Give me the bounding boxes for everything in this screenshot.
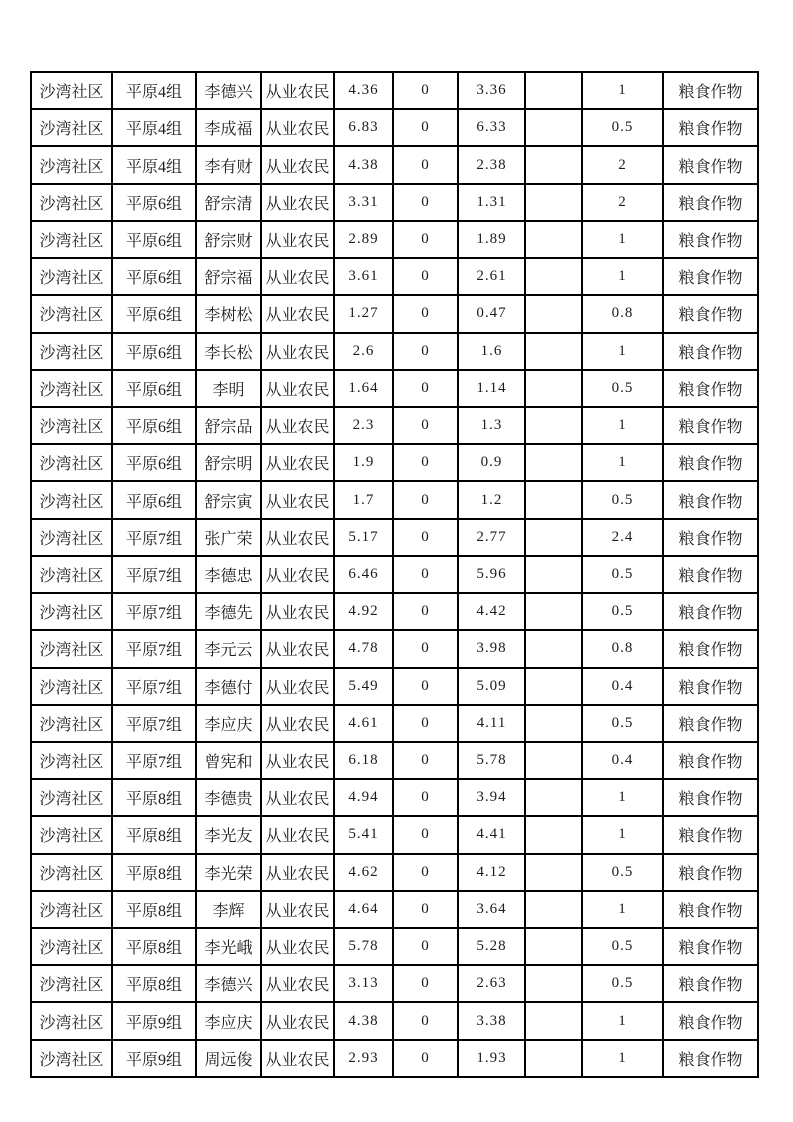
cell-crop-type: 粮食作物 [663, 407, 758, 444]
cell-community: 沙湾社区 [31, 1002, 112, 1039]
cell-value-1: 4.78 [334, 630, 393, 667]
cell-crop-type: 粮食作物 [663, 333, 758, 370]
cell-name: 李辉 [196, 891, 261, 928]
cell-value-1: 5.49 [334, 668, 393, 705]
cell-community: 沙湾社区 [31, 444, 112, 481]
table-row [31, 742, 758, 779]
cell-crop-type: 粮食作物 [663, 481, 758, 518]
cell-value-4: 0.5 [582, 854, 663, 891]
cell-value-3: 3.98 [458, 630, 525, 667]
cell-crop-type: 粮食作物 [663, 72, 758, 109]
cell-value-1: 3.13 [334, 965, 393, 1002]
cell-value-2: 0 [393, 519, 458, 556]
cell-community: 沙湾社区 [31, 1040, 112, 1077]
table-row [31, 1040, 758, 1077]
cell-value-2: 0 [393, 258, 458, 295]
cell-name: 李有财 [196, 146, 261, 183]
cell-value-1: 2.3 [334, 407, 393, 444]
cell-value-1: 1.9 [334, 444, 393, 481]
cell-value-4: 0.5 [582, 481, 663, 518]
cell-value-3: 4.12 [458, 854, 525, 891]
cell-value-1: 2.6 [334, 333, 393, 370]
cell-occupation: 从业农民 [261, 221, 334, 258]
cell-group: 平原7组 [112, 705, 196, 742]
cell-value-1: 5.41 [334, 816, 393, 853]
cell-value-1: 6.83 [334, 109, 393, 146]
table-row [31, 72, 758, 109]
cell-occupation: 从业农民 [261, 258, 334, 295]
cell-empty [525, 519, 582, 556]
cell-value-4: 0.5 [582, 556, 663, 593]
table-row [31, 593, 758, 630]
cell-community: 沙湾社区 [31, 891, 112, 928]
cell-value-3: 2.63 [458, 965, 525, 1002]
cell-value-1: 4.61 [334, 705, 393, 742]
cell-group: 平原8组 [112, 965, 196, 1002]
cell-name: 李德兴 [196, 72, 261, 109]
cell-value-1: 4.94 [334, 779, 393, 816]
cell-crop-type: 粮食作物 [663, 854, 758, 891]
data-table [30, 71, 759, 1078]
cell-occupation: 从业农民 [261, 705, 334, 742]
cell-group: 平原6组 [112, 370, 196, 407]
cell-community: 沙湾社区 [31, 519, 112, 556]
cell-crop-type: 粮食作物 [663, 928, 758, 965]
cell-value-4: 1 [582, 779, 663, 816]
cell-value-3: 2.38 [458, 146, 525, 183]
cell-value-2: 0 [393, 965, 458, 1002]
cell-name: 李德付 [196, 668, 261, 705]
cell-value-1: 1.64 [334, 370, 393, 407]
cell-value-4: 1 [582, 258, 663, 295]
cell-value-2: 0 [393, 72, 458, 109]
cell-name: 李德兴 [196, 965, 261, 1002]
cell-value-3: 4.42 [458, 593, 525, 630]
cell-crop-type: 粮食作物 [663, 742, 758, 779]
cell-occupation: 从业农民 [261, 481, 334, 518]
cell-community: 沙湾社区 [31, 72, 112, 109]
cell-value-3: 3.36 [458, 72, 525, 109]
cell-empty [525, 72, 582, 109]
cell-crop-type: 粮食作物 [663, 891, 758, 928]
cell-occupation: 从业农民 [261, 146, 334, 183]
cell-value-3: 5.28 [458, 928, 525, 965]
cell-occupation: 从业农民 [261, 891, 334, 928]
cell-name: 李光峨 [196, 928, 261, 965]
cell-value-4: 0.5 [582, 593, 663, 630]
cell-value-2: 0 [393, 705, 458, 742]
cell-group: 平原4组 [112, 72, 196, 109]
cell-empty [525, 965, 582, 1002]
cell-empty [525, 854, 582, 891]
cell-crop-type: 粮食作物 [663, 779, 758, 816]
cell-community: 沙湾社区 [31, 295, 112, 332]
cell-crop-type: 粮食作物 [663, 965, 758, 1002]
cell-value-1: 4.38 [334, 146, 393, 183]
cell-group: 平原8组 [112, 779, 196, 816]
cell-empty [525, 184, 582, 221]
cell-crop-type: 粮食作物 [663, 1040, 758, 1077]
cell-name: 李应庆 [196, 705, 261, 742]
table-row [31, 705, 758, 742]
cell-empty [525, 891, 582, 928]
cell-name: 李长松 [196, 333, 261, 370]
cell-name: 舒宗福 [196, 258, 261, 295]
cell-empty [525, 705, 582, 742]
cell-group: 平原9组 [112, 1002, 196, 1039]
cell-value-4: 2 [582, 146, 663, 183]
cell-group: 平原4组 [112, 146, 196, 183]
cell-crop-type: 粮食作物 [663, 295, 758, 332]
cell-value-3: 4.41 [458, 816, 525, 853]
table-row [31, 519, 758, 556]
cell-community: 沙湾社区 [31, 593, 112, 630]
cell-name: 舒宗清 [196, 184, 261, 221]
cell-empty [525, 221, 582, 258]
cell-name: 李德先 [196, 593, 261, 630]
table-row [31, 779, 758, 816]
cell-value-2: 0 [393, 333, 458, 370]
cell-value-3: 0.47 [458, 295, 525, 332]
cell-value-4: 0.8 [582, 630, 663, 667]
cell-name: 舒宗品 [196, 407, 261, 444]
cell-value-2: 0 [393, 928, 458, 965]
cell-value-2: 0 [393, 295, 458, 332]
cell-crop-type: 粮食作物 [663, 444, 758, 481]
cell-value-4: 1 [582, 816, 663, 853]
table-row [31, 370, 758, 407]
cell-group: 平原8组 [112, 816, 196, 853]
cell-value-4: 1 [582, 407, 663, 444]
cell-value-4: 0.5 [582, 928, 663, 965]
cell-crop-type: 粮食作物 [663, 184, 758, 221]
cell-value-2: 0 [393, 109, 458, 146]
table-row [31, 295, 758, 332]
cell-community: 沙湾社区 [31, 370, 112, 407]
cell-value-1: 2.89 [334, 221, 393, 258]
cell-occupation: 从业农民 [261, 854, 334, 891]
cell-name: 李应庆 [196, 1002, 261, 1039]
cell-crop-type: 粮食作物 [663, 146, 758, 183]
table-row [31, 221, 758, 258]
cell-name: 李德忠 [196, 556, 261, 593]
table-row [31, 965, 758, 1002]
cell-value-2: 0 [393, 630, 458, 667]
cell-group: 平原8组 [112, 928, 196, 965]
cell-empty [525, 816, 582, 853]
cell-value-1: 6.18 [334, 742, 393, 779]
cell-crop-type: 粮食作物 [663, 593, 758, 630]
table-row [31, 854, 758, 891]
cell-empty [525, 481, 582, 518]
cell-occupation: 从业农民 [261, 295, 334, 332]
cell-group: 平原7组 [112, 630, 196, 667]
cell-occupation: 从业农民 [261, 444, 334, 481]
cell-crop-type: 粮食作物 [663, 668, 758, 705]
table-row [31, 333, 758, 370]
cell-group: 平原6组 [112, 481, 196, 518]
table-row [31, 1002, 758, 1039]
table-row [31, 816, 758, 853]
cell-occupation: 从业农民 [261, 668, 334, 705]
cell-community: 沙湾社区 [31, 333, 112, 370]
cell-occupation: 从业农民 [261, 407, 334, 444]
cell-value-2: 0 [393, 779, 458, 816]
cell-value-1: 6.46 [334, 556, 393, 593]
cell-community: 沙湾社区 [31, 965, 112, 1002]
cell-crop-type: 粮食作物 [663, 816, 758, 853]
cell-value-4: 1 [582, 444, 663, 481]
cell-value-2: 0 [393, 184, 458, 221]
cell-empty [525, 779, 582, 816]
cell-value-4: 1 [582, 1040, 663, 1077]
cell-value-2: 0 [393, 668, 458, 705]
cell-group: 平原8组 [112, 891, 196, 928]
cell-occupation: 从业农民 [261, 630, 334, 667]
cell-community: 沙湾社区 [31, 221, 112, 258]
cell-community: 沙湾社区 [31, 705, 112, 742]
table-row [31, 891, 758, 928]
cell-empty [525, 407, 582, 444]
cell-occupation: 从业农民 [261, 593, 334, 630]
cell-value-1: 1.7 [334, 481, 393, 518]
cell-value-4: 0.5 [582, 965, 663, 1002]
cell-value-3: 1.14 [458, 370, 525, 407]
cell-value-4: 1 [582, 1002, 663, 1039]
cell-value-4: 1 [582, 891, 663, 928]
cell-value-4: 0.5 [582, 109, 663, 146]
cell-value-4: 1 [582, 221, 663, 258]
cell-occupation: 从业农民 [261, 109, 334, 146]
cell-occupation: 从业农民 [261, 556, 334, 593]
cell-name: 李光荣 [196, 854, 261, 891]
cell-community: 沙湾社区 [31, 854, 112, 891]
table-row [31, 184, 758, 221]
cell-occupation: 从业农民 [261, 1002, 334, 1039]
cell-value-2: 0 [393, 742, 458, 779]
cell-empty [525, 295, 582, 332]
cell-name: 舒宗明 [196, 444, 261, 481]
cell-empty [525, 333, 582, 370]
cell-value-2: 0 [393, 221, 458, 258]
cell-group: 平原9组 [112, 1040, 196, 1077]
cell-value-4: 0.4 [582, 668, 663, 705]
cell-name: 周远俊 [196, 1040, 261, 1077]
cell-value-1: 5.78 [334, 928, 393, 965]
cell-name: 李明 [196, 370, 261, 407]
cell-value-3: 5.96 [458, 556, 525, 593]
cell-value-3: 5.09 [458, 668, 525, 705]
table-row [31, 630, 758, 667]
cell-community: 沙湾社区 [31, 258, 112, 295]
cell-crop-type: 粮食作物 [663, 221, 758, 258]
cell-value-1: 3.61 [334, 258, 393, 295]
cell-name: 曾宪和 [196, 742, 261, 779]
cell-name: 舒宗寅 [196, 481, 261, 518]
cell-value-1: 4.64 [334, 891, 393, 928]
cell-value-1: 4.38 [334, 1002, 393, 1039]
cell-value-3: 6.33 [458, 109, 525, 146]
cell-occupation: 从业农民 [261, 370, 334, 407]
cell-community: 沙湾社区 [31, 556, 112, 593]
cell-value-3: 1.89 [458, 221, 525, 258]
cell-value-3: 1.93 [458, 1040, 525, 1077]
cell-value-3: 2.61 [458, 258, 525, 295]
cell-community: 沙湾社区 [31, 184, 112, 221]
cell-occupation: 从业农民 [261, 1040, 334, 1077]
cell-value-3: 4.11 [458, 705, 525, 742]
cell-value-2: 0 [393, 370, 458, 407]
cell-occupation: 从业农民 [261, 965, 334, 1002]
cell-empty [525, 668, 582, 705]
table-row [31, 444, 758, 481]
cell-value-2: 0 [393, 556, 458, 593]
cell-occupation: 从业农民 [261, 779, 334, 816]
cell-value-4: 0.4 [582, 742, 663, 779]
cell-name: 李成福 [196, 109, 261, 146]
cell-value-3: 3.64 [458, 891, 525, 928]
cell-occupation: 从业农民 [261, 72, 334, 109]
cell-value-2: 0 [393, 481, 458, 518]
cell-community: 沙湾社区 [31, 407, 112, 444]
cell-community: 沙湾社区 [31, 668, 112, 705]
cell-community: 沙湾社区 [31, 742, 112, 779]
cell-occupation: 从业农民 [261, 184, 334, 221]
cell-name: 李元云 [196, 630, 261, 667]
cell-occupation: 从业农民 [261, 519, 334, 556]
cell-empty [525, 109, 582, 146]
cell-crop-type: 粮食作物 [663, 556, 758, 593]
cell-value-2: 0 [393, 593, 458, 630]
cell-group: 平原7组 [112, 668, 196, 705]
cell-value-2: 0 [393, 407, 458, 444]
cell-empty [525, 1040, 582, 1077]
cell-value-1: 3.31 [334, 184, 393, 221]
cell-group: 平原6组 [112, 295, 196, 332]
cell-value-2: 0 [393, 1040, 458, 1077]
cell-occupation: 从业农民 [261, 816, 334, 853]
cell-group: 平原8组 [112, 854, 196, 891]
cell-value-2: 0 [393, 444, 458, 481]
cell-value-3: 3.38 [458, 1002, 525, 1039]
cell-community: 沙湾社区 [31, 816, 112, 853]
table-row [31, 556, 758, 593]
cell-crop-type: 粮食作物 [663, 370, 758, 407]
cell-value-4: 1 [582, 333, 663, 370]
cell-community: 沙湾社区 [31, 109, 112, 146]
cell-value-1: 2.93 [334, 1040, 393, 1077]
table-row [31, 109, 758, 146]
cell-community: 沙湾社区 [31, 630, 112, 667]
cell-group: 平原6组 [112, 184, 196, 221]
cell-value-3: 1.3 [458, 407, 525, 444]
cell-occupation: 从业农民 [261, 742, 334, 779]
cell-community: 沙湾社区 [31, 481, 112, 518]
cell-group: 平原6组 [112, 444, 196, 481]
cell-group: 平原6组 [112, 407, 196, 444]
cell-group: 平原6组 [112, 333, 196, 370]
cell-group: 平原7组 [112, 519, 196, 556]
cell-value-2: 0 [393, 854, 458, 891]
cell-empty [525, 258, 582, 295]
cell-value-4: 0.5 [582, 370, 663, 407]
cell-value-1: 5.17 [334, 519, 393, 556]
cell-group: 平原7组 [112, 593, 196, 630]
cell-empty [525, 370, 582, 407]
cell-empty [525, 556, 582, 593]
cell-group: 平原6组 [112, 258, 196, 295]
cell-value-2: 0 [393, 146, 458, 183]
cell-value-3: 1.2 [458, 481, 525, 518]
cell-empty [525, 630, 582, 667]
cell-value-3: 1.31 [458, 184, 525, 221]
cell-value-4: 1 [582, 72, 663, 109]
cell-value-4: 2 [582, 184, 663, 221]
cell-value-3: 1.6 [458, 333, 525, 370]
cell-community: 沙湾社区 [31, 928, 112, 965]
cell-name: 李树松 [196, 295, 261, 332]
cell-empty [525, 593, 582, 630]
cell-community: 沙湾社区 [31, 146, 112, 183]
cell-group: 平原4组 [112, 109, 196, 146]
cell-community: 沙湾社区 [31, 779, 112, 816]
table-row [31, 928, 758, 965]
cell-value-2: 0 [393, 1002, 458, 1039]
cell-value-4: 2.4 [582, 519, 663, 556]
table-row [31, 407, 758, 444]
cell-name: 舒宗财 [196, 221, 261, 258]
cell-crop-type: 粮食作物 [663, 258, 758, 295]
cell-crop-type: 粮食作物 [663, 630, 758, 667]
table-row [31, 258, 758, 295]
cell-value-3: 2.77 [458, 519, 525, 556]
cell-value-1: 1.27 [334, 295, 393, 332]
cell-name: 张广荣 [196, 519, 261, 556]
cell-crop-type: 粮食作物 [663, 519, 758, 556]
cell-occupation: 从业农民 [261, 928, 334, 965]
cell-name: 李光友 [196, 816, 261, 853]
cell-name: 李德贵 [196, 779, 261, 816]
cell-group: 平原7组 [112, 556, 196, 593]
cell-value-1: 4.62 [334, 854, 393, 891]
cell-value-2: 0 [393, 816, 458, 853]
table-row [31, 481, 758, 518]
cell-group: 平原7组 [112, 742, 196, 779]
cell-empty [525, 146, 582, 183]
cell-value-2: 0 [393, 891, 458, 928]
cell-value-3: 5.78 [458, 742, 525, 779]
cell-value-4: 0.8 [582, 295, 663, 332]
cell-occupation: 从业农民 [261, 333, 334, 370]
cell-value-4: 0.5 [582, 705, 663, 742]
cell-crop-type: 粮食作物 [663, 109, 758, 146]
cell-value-1: 4.92 [334, 593, 393, 630]
cell-empty [525, 1002, 582, 1039]
cell-crop-type: 粮食作物 [663, 1002, 758, 1039]
cell-group: 平原6组 [112, 221, 196, 258]
cell-value-1: 4.36 [334, 72, 393, 109]
cell-empty [525, 928, 582, 965]
cell-value-3: 3.94 [458, 779, 525, 816]
cell-empty [525, 742, 582, 779]
cell-value-3: 0.9 [458, 444, 525, 481]
table-row [31, 668, 758, 705]
table-row [31, 146, 758, 183]
cell-empty [525, 444, 582, 481]
cell-crop-type: 粮食作物 [663, 705, 758, 742]
